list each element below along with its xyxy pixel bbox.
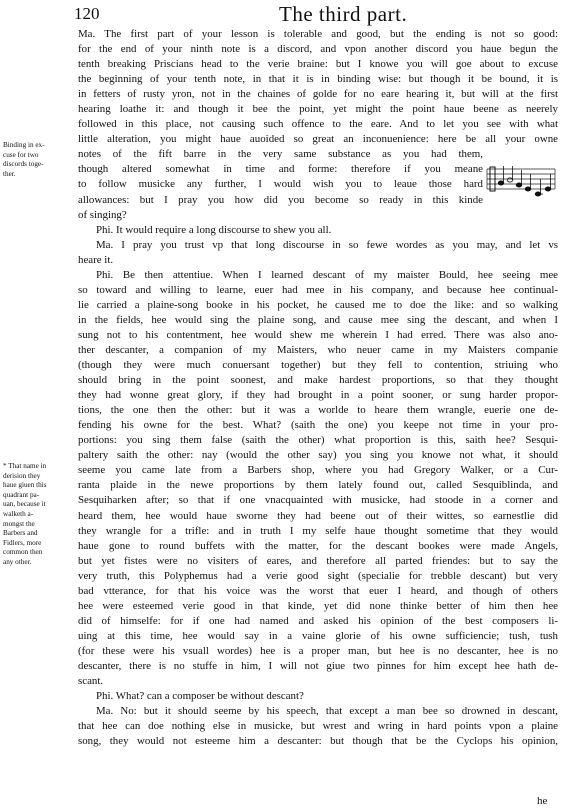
text-line: should bring in the point soonest, and make hardest proportions, so that they thought (78, 374, 558, 387)
text-line: followed in this place, not causing such offence to the eare. And to let you see with what (78, 118, 558, 131)
text-line: of singing? (78, 208, 127, 221)
text-line: heard them, hee would haue sworne they had beene out of their wittes, so earnestlie did (78, 509, 558, 522)
margin-note-line: Barbers and (3, 529, 38, 538)
text-line: Phi. It would require a long discourse to shew you all. (96, 223, 332, 236)
text-line: (though they were much conuersant together) but they fell to contention, striuing who (78, 359, 558, 372)
text-line: in fetters of rusty yron, not in the chaines of golde for no eare hearing it, but will at the first (78, 88, 558, 101)
margin-note-line: quadrant pa- (3, 490, 40, 499)
margin-note-line: * That name in (3, 462, 47, 470)
margin-note-line: Binding in ex- (3, 141, 45, 149)
margin-note-line: any other. (3, 557, 32, 566)
text-line: though altered somewhat in time and forme: therefore if you meane (78, 163, 483, 176)
catchword: he (537, 795, 548, 807)
text-line: sung not to his contentment, hee would shew me wherein I had erred. There was also ano- (78, 328, 558, 341)
page-header (74, 2, 554, 26)
text-line: but yet fistes were no visiters of eares, and therefore all parted friendes: but to say the (78, 554, 558, 567)
body-text (78, 27, 558, 749)
text-line: fending his owne for the best. What? (saith the one) you keepe not time in your pro- (78, 419, 558, 432)
text-line: heare it. (78, 253, 114, 266)
margin-note-line: Fidlers, more (3, 538, 42, 547)
text-line: ranta plaide in the newe proportions by them lately found out, called Sesquiblinda, and (78, 479, 558, 492)
text-line: little alteration, you might haue auoided so great an inconuenience: here be all your owne (78, 133, 558, 146)
text-line: Ma. The first part of your lesson is tolerable and good, but the ending is not so good: (78, 28, 558, 40)
text-line: song, they would not esteeme him a descanter: but though that be the Cyclops his opinion, (78, 735, 558, 748)
margin-note-line: haue giuen this (3, 481, 47, 490)
text-line: they wrangle for a trifle: and in truth I my selfe haue thought sometime that they would (78, 524, 558, 537)
text-line: tenth breaking Priscians head to the verie braine: but I knowe you will goe about to excuse (78, 58, 558, 71)
margin-note-line: mongst the (3, 519, 35, 528)
text-line: they had wonne great glory, if they had brought in a point sooner, or sung harder propor- (78, 389, 558, 402)
text-line: scant. (78, 675, 104, 688)
text-line: hearing loathe it: and though it bee the point, yet might the point haue beene as neerely (78, 103, 558, 116)
text-line: did of himselfe: for if one had named and asked his opinion of the best composers li- (78, 614, 558, 627)
text-line: tions, the one then the other: but it was a worlde to heare them wrangle, euerie one de- (78, 404, 558, 417)
margin-note-line: common then (3, 548, 43, 557)
margin-note-line: uan, because it (3, 500, 46, 509)
text-line: allowances: but I pray you how did you become so ready in this kinde (78, 193, 483, 206)
text-line: in the fields, hee would sing the plaine song, and cause mee sing the descant, and when I (78, 313, 558, 326)
text-line: seeme you came late from a Barbers shop, where you had Gregory Walker, or a Cur- (78, 464, 558, 477)
text-line: that hee can doe nothing else in musicke, but wrest and wring in hard points vpon a plaine (78, 720, 558, 733)
music-staff-icon (485, 161, 557, 201)
text-line: (for these were his vsuall wordes) hee is a proper man, but hee is no descanter, hee is no (78, 644, 558, 657)
text-line: Ma. No: but it should seeme by his speech, that except a man bee so drowned in descant, (96, 705, 558, 718)
margin-note-line: walketh a- (3, 509, 34, 518)
text-line: to follow musicke any further, I would wish you to leaue those hard (78, 178, 483, 191)
margin-note-binding (3, 141, 75, 179)
text-line: Sesquiharken after; so that if one vnacquainted with musicke, had stoode in a corner and (78, 494, 558, 507)
margin-note-galliard (3, 462, 75, 568)
margin-note-line: ther. (3, 169, 16, 178)
text-line: Phi. What? can a composer be without descant? (96, 690, 304, 703)
text-line: very truth, this Polyphemus had a verie good sight (specialie for trebble descant) but very (78, 569, 558, 582)
text-line: for the end of your ninth note is a discord, and vpon another discord you haue begun the (78, 43, 558, 56)
text-line: ther descanter, a companion of my Maisters, who neuer came in my Maisters companie (78, 343, 558, 356)
text-line: so toward and willing to learne, euer had mee in his company, and because hee continual- (78, 283, 558, 296)
text-line: Phi. Be then attentiue. When I learned descant of my maister Bould, hee seeing mee (96, 268, 558, 281)
text-line: haue gone to round buffets with the matter, for the descant bookes were made Angels, (78, 539, 558, 552)
text-line: the beginning of your tenth note, in that it is in binding wise: but though it be bound, it is (78, 73, 558, 86)
margin-note-line: derision they (3, 471, 41, 480)
margin-note-line: cuse for two (3, 150, 39, 159)
text-line: hee were esteemed verie good in that kinde, yet did none thinke better of him then hee (78, 599, 558, 612)
musical-example (485, 161, 557, 201)
text-line: Ma. I pray you trust vp that long discourse in so fewe wordes as you may, and let vs (96, 238, 558, 251)
text-line: notes of the fift barre in the very same substance as you had them, (78, 148, 483, 161)
text-line: paltery saith the other: nay (would the other say) you sing you knowe not what, it should (78, 449, 558, 462)
margin-note-line: discords toge- (3, 160, 44, 169)
text-line: lie carried a plaine-song booke in his pocket, he caused me to doe the like: and so walking (78, 298, 558, 311)
text-line: descanter, there is no stuffe in him, I will not giue two pinnes for him except hee hath de- (78, 659, 558, 672)
text-line: uing at this time, hee would say in a vaine glorie of his owne sufficiencie; tush, tush (78, 629, 558, 642)
text-line: portions: you sing them false (saith the other) what proportion is this, saith hee? Sesqui- (78, 434, 558, 447)
page-number: 120 (74, 4, 100, 23)
running-head: The third part. (279, 2, 408, 26)
text-line: bad vtterance, for that his voice was the worst that euer I heard, and though of others (78, 584, 558, 597)
